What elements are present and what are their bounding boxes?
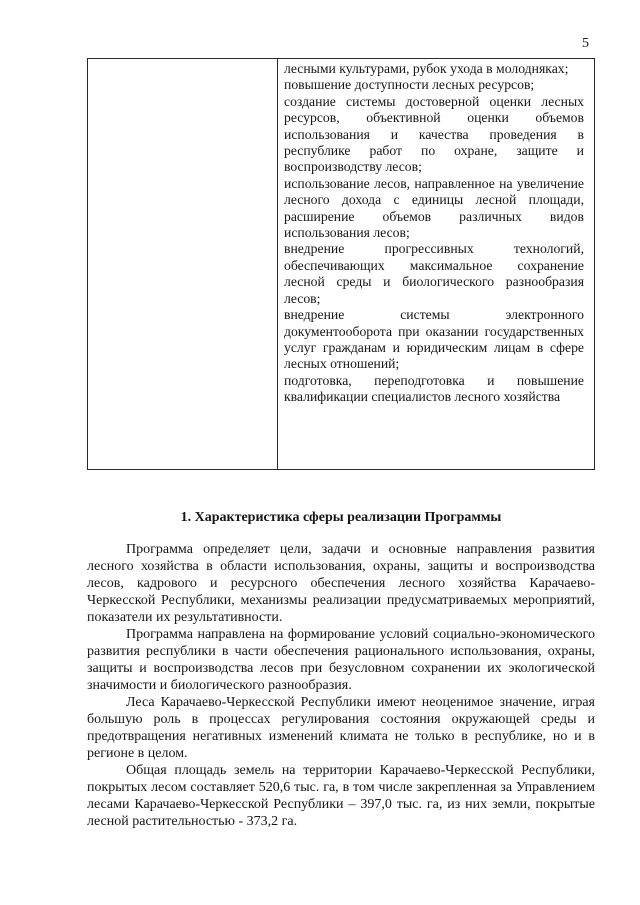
page-number: 5 (582, 36, 589, 51)
section-body (87, 541, 595, 830)
task-item: повышение доступности лесных ресурсов; (284, 77, 535, 93)
paragraph: Программа направлена на формирование условий социально-экономического развития республики в части обеспечения рационального использования, охраны, защиты и воспроизводства лесов при безусловном сохранении их экологической значимости и биологического разнообразия. (87, 627, 595, 693)
task-item: внедрение прогрессивных технологий, обеспечивающих максимальное сохранение лесной среды и биологического разнообразия лесов; (284, 241, 584, 306)
task-item: использование лесов, направленное на увеличение лесного дохода с единицы лесной площади, расширение объемов различных видов использования лесов; (284, 175, 584, 241)
task-item: подготовка, переподготовка и повышение квалификации специалистов лесного хозяйства (284, 372, 584, 405)
paragraph: Программа определяет цели, задачи и основные направления развития лесного хозяйства в области использования, охраны, защиты и воспроизводства лесов, кадрового и ресурсного обеспечения лесного хозяйства Карачаево-Черкесской Республики, механизмы реализации предусматриваемых мероприятий, показатели их результативности. (87, 542, 595, 625)
paragraph: Общая площадь земель на территории Карачаево-Черкесской Республики, покрытых лесом составляет 520,6 тыс. га, в том числе закрепленная за Управлением лесами Карачаево-Черкесской Республики – 397,0 тыс. га, из них земли, покрытые лесной растительностью - 373,2 га. (87, 763, 595, 829)
task-item: лесными культурами, рубок ухода в молодняках; (284, 61, 569, 76)
program-tasks-table (87, 58, 595, 470)
section-heading: 1. Характеристика сферы реализации Программы (180, 510, 502, 525)
tasks-cell (284, 61, 584, 406)
task-item: внедрение системы электронного документооборота при оказании государственных услуг гражданам и юридическим лицам в сфере лесных отношений; (284, 307, 584, 372)
paragraph: Леса Карачаево-Черкесской Республики имеют неоценимое значение, играя большую роль в процессах регулирования состояния окружающей среды и предотвращения негативных изменений климата не только в республике, но и в регионе в целом. (87, 695, 595, 761)
table-column-divider (277, 59, 278, 469)
task-item: создание системы достоверной оценки лесных ресурсов, объективной оценки объемов использования и качества проведения в республике работ по охране, защите и воспроизводству лесов; (284, 93, 584, 175)
